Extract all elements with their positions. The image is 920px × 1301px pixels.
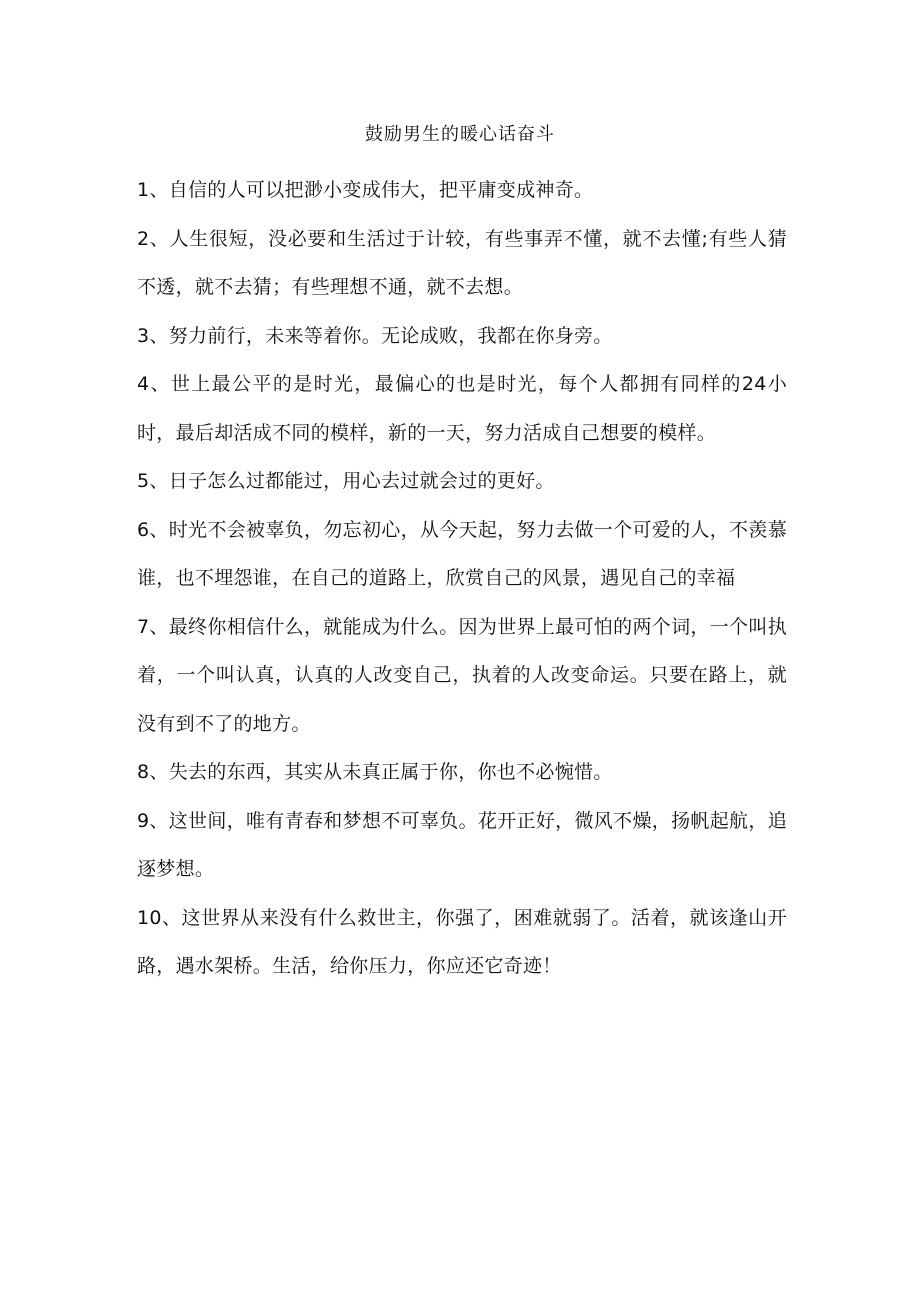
list-item-4: 4、世上最公平的是时光，最偏心的也是时光，每个人都拥有同样的24小时，最后却活成不同的模样，新的一天，努力活成自己想要的模样。 bbox=[137, 373, 787, 444]
document-title: 鼓励男生的暖心话奋斗 bbox=[365, 124, 555, 145]
list-item-10: 10、这世界从来没有什么救世主，你强了，困难就弱了。活着，就该逢山开路，遇水架桥。生活，给你压力，你应还它奇迹！ bbox=[137, 906, 787, 977]
document-body bbox=[137, 166, 787, 991]
list-item-7: 7、最终你相信什么，就能成为什么。因为世界上最可怕的两个词，一个叫执着，一个叫认真，认真的人改变自己，执着的人改变命运。只要在路上，就没有到不了的地方。 bbox=[137, 615, 787, 735]
list-item-9: 9、这世间，唯有青春和梦想不可辜负。花开正好，微风不燥，扬帆起航，追逐梦想。 bbox=[137, 809, 787, 880]
list-item-5: 5、日子怎么过都能过，用心去过就会过的更好。 bbox=[137, 470, 555, 492]
list-item-6: 6、时光不会被辜负，勿忘初心，从今天起，努力去做一个可爱的人，不羡慕谁，也不埋怨谁，在自己的道路上，欣赏自己的风景，遇见自己的幸福 bbox=[137, 518, 787, 589]
list-item-1: 1、自信的人可以把渺小变成伟大，把平庸变成神奇。 bbox=[137, 179, 594, 201]
list-item-3: 3、努力前行，未来等着你。无论成败，我都在你身旁。 bbox=[137, 324, 613, 347]
list-item-8: 8、失去的东西，其实从未真正属于你，你也不必惋惜。 bbox=[137, 761, 613, 783]
list-item-2: 2、人生很短，没必要和生活过于计较，有些事弄不懂，就不去懂;有些人猜不透，就不去猜；有些理想不通，就不去想。 bbox=[137, 227, 787, 298]
